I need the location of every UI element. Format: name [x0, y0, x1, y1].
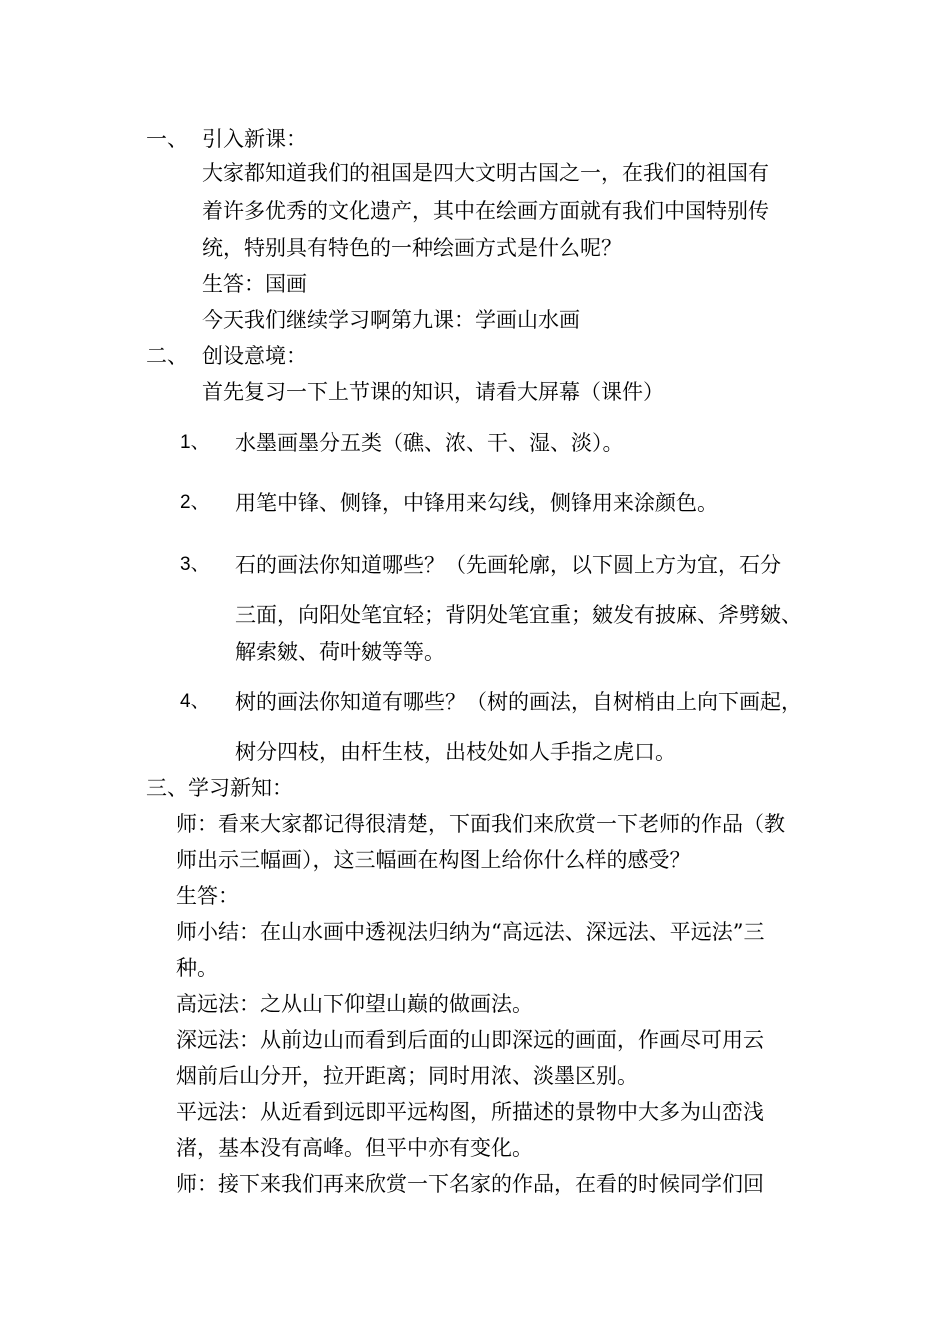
section2-heading: 创设意境：: [202, 344, 307, 368]
paragraph-line: 着许多优秀的文化遗产，其中在绘画方面就有我们中国特别传: [202, 199, 769, 223]
student-answer: 生答：国画: [202, 272, 307, 296]
paragraph-line: 师：接下来我们再来欣赏一下名家的作品，在看的时候同学们回: [176, 1172, 764, 1196]
list-item-text: 水墨画墨分五类（礁、浓、干、湿、淡）。: [235, 431, 624, 455]
list-item-number: 4、: [180, 691, 210, 712]
list-item-text: 解索皴、荷叶皴等等。: [235, 640, 445, 664]
paragraph-line: 大家都知道我们的祖国是四大文明古国之一，在我们的祖国有: [202, 161, 769, 185]
section2-marker: 二、: [146, 344, 188, 368]
list-item-number: 2、: [180, 492, 210, 513]
list-item-text: 石的画法你知道哪些？（先画轮廓，以下圆上方为宜，石分: [235, 553, 781, 577]
paragraph-line: 种。: [176, 956, 218, 980]
paragraph-line: 烟前后山分开，拉开距离；同时用浓、淡墨区别。: [176, 1064, 638, 1088]
section3-heading: 三、学习新知：: [146, 776, 293, 800]
paragraph-line: 师出示三幅画），这三幅画在构图上给你什么样的感受？: [176, 848, 691, 872]
list-item-text: 三面，向阳处笔宜轻；背阴处笔宜重；皴发有披麻、斧劈皴、: [235, 603, 802, 627]
paragraph-line: 高远法：之从山下仰望山巅的做画法。: [176, 992, 533, 1016]
section2-intro: 首先复习一下上节课的知识，请看大屏幕（课件）: [202, 380, 664, 404]
section1-heading: 引入新课：: [202, 127, 307, 151]
list-item-number: 3、: [180, 554, 210, 575]
paragraph-line: 渚，基本没有高峰。但平中亦有变化。: [176, 1136, 533, 1160]
list-item-number: 1、: [180, 432, 210, 453]
list-item-text: 树的画法你知道有哪些？（树的画法，自树梢由上向下画起，: [235, 690, 802, 714]
list-item-text: 用笔中锋、侧锋，中锋用来勾线，侧锋用来涂颜色。: [235, 491, 718, 515]
paragraph-line: 生答：: [176, 884, 239, 908]
paragraph-line: 深远法：从前边山而看到后面的山即深远的画面，作画尽可用云: [176, 1028, 764, 1052]
paragraph-line: 师小结：在山水画中透视法归纳为“高远法、深远法、平远法”三: [176, 920, 765, 944]
paragraph-line: 师：看来大家都记得很清楚，下面我们来欣赏一下老师的作品（教: [176, 812, 785, 836]
lesson-title-line: 今天我们继续学习啊第九课：学画山水画: [202, 308, 580, 332]
paragraph-line: 平远法：从近看到远即平远构图，所描述的景物中大多为山峦浅: [176, 1100, 764, 1124]
list-item-text: 树分四枝，由杆生枝，出枝处如人手指之虎口。: [235, 740, 676, 764]
paragraph-line: 统，特别具有特色的一种绘画方式是什么呢？: [202, 236, 622, 260]
section1-marker: 一、: [146, 127, 188, 151]
